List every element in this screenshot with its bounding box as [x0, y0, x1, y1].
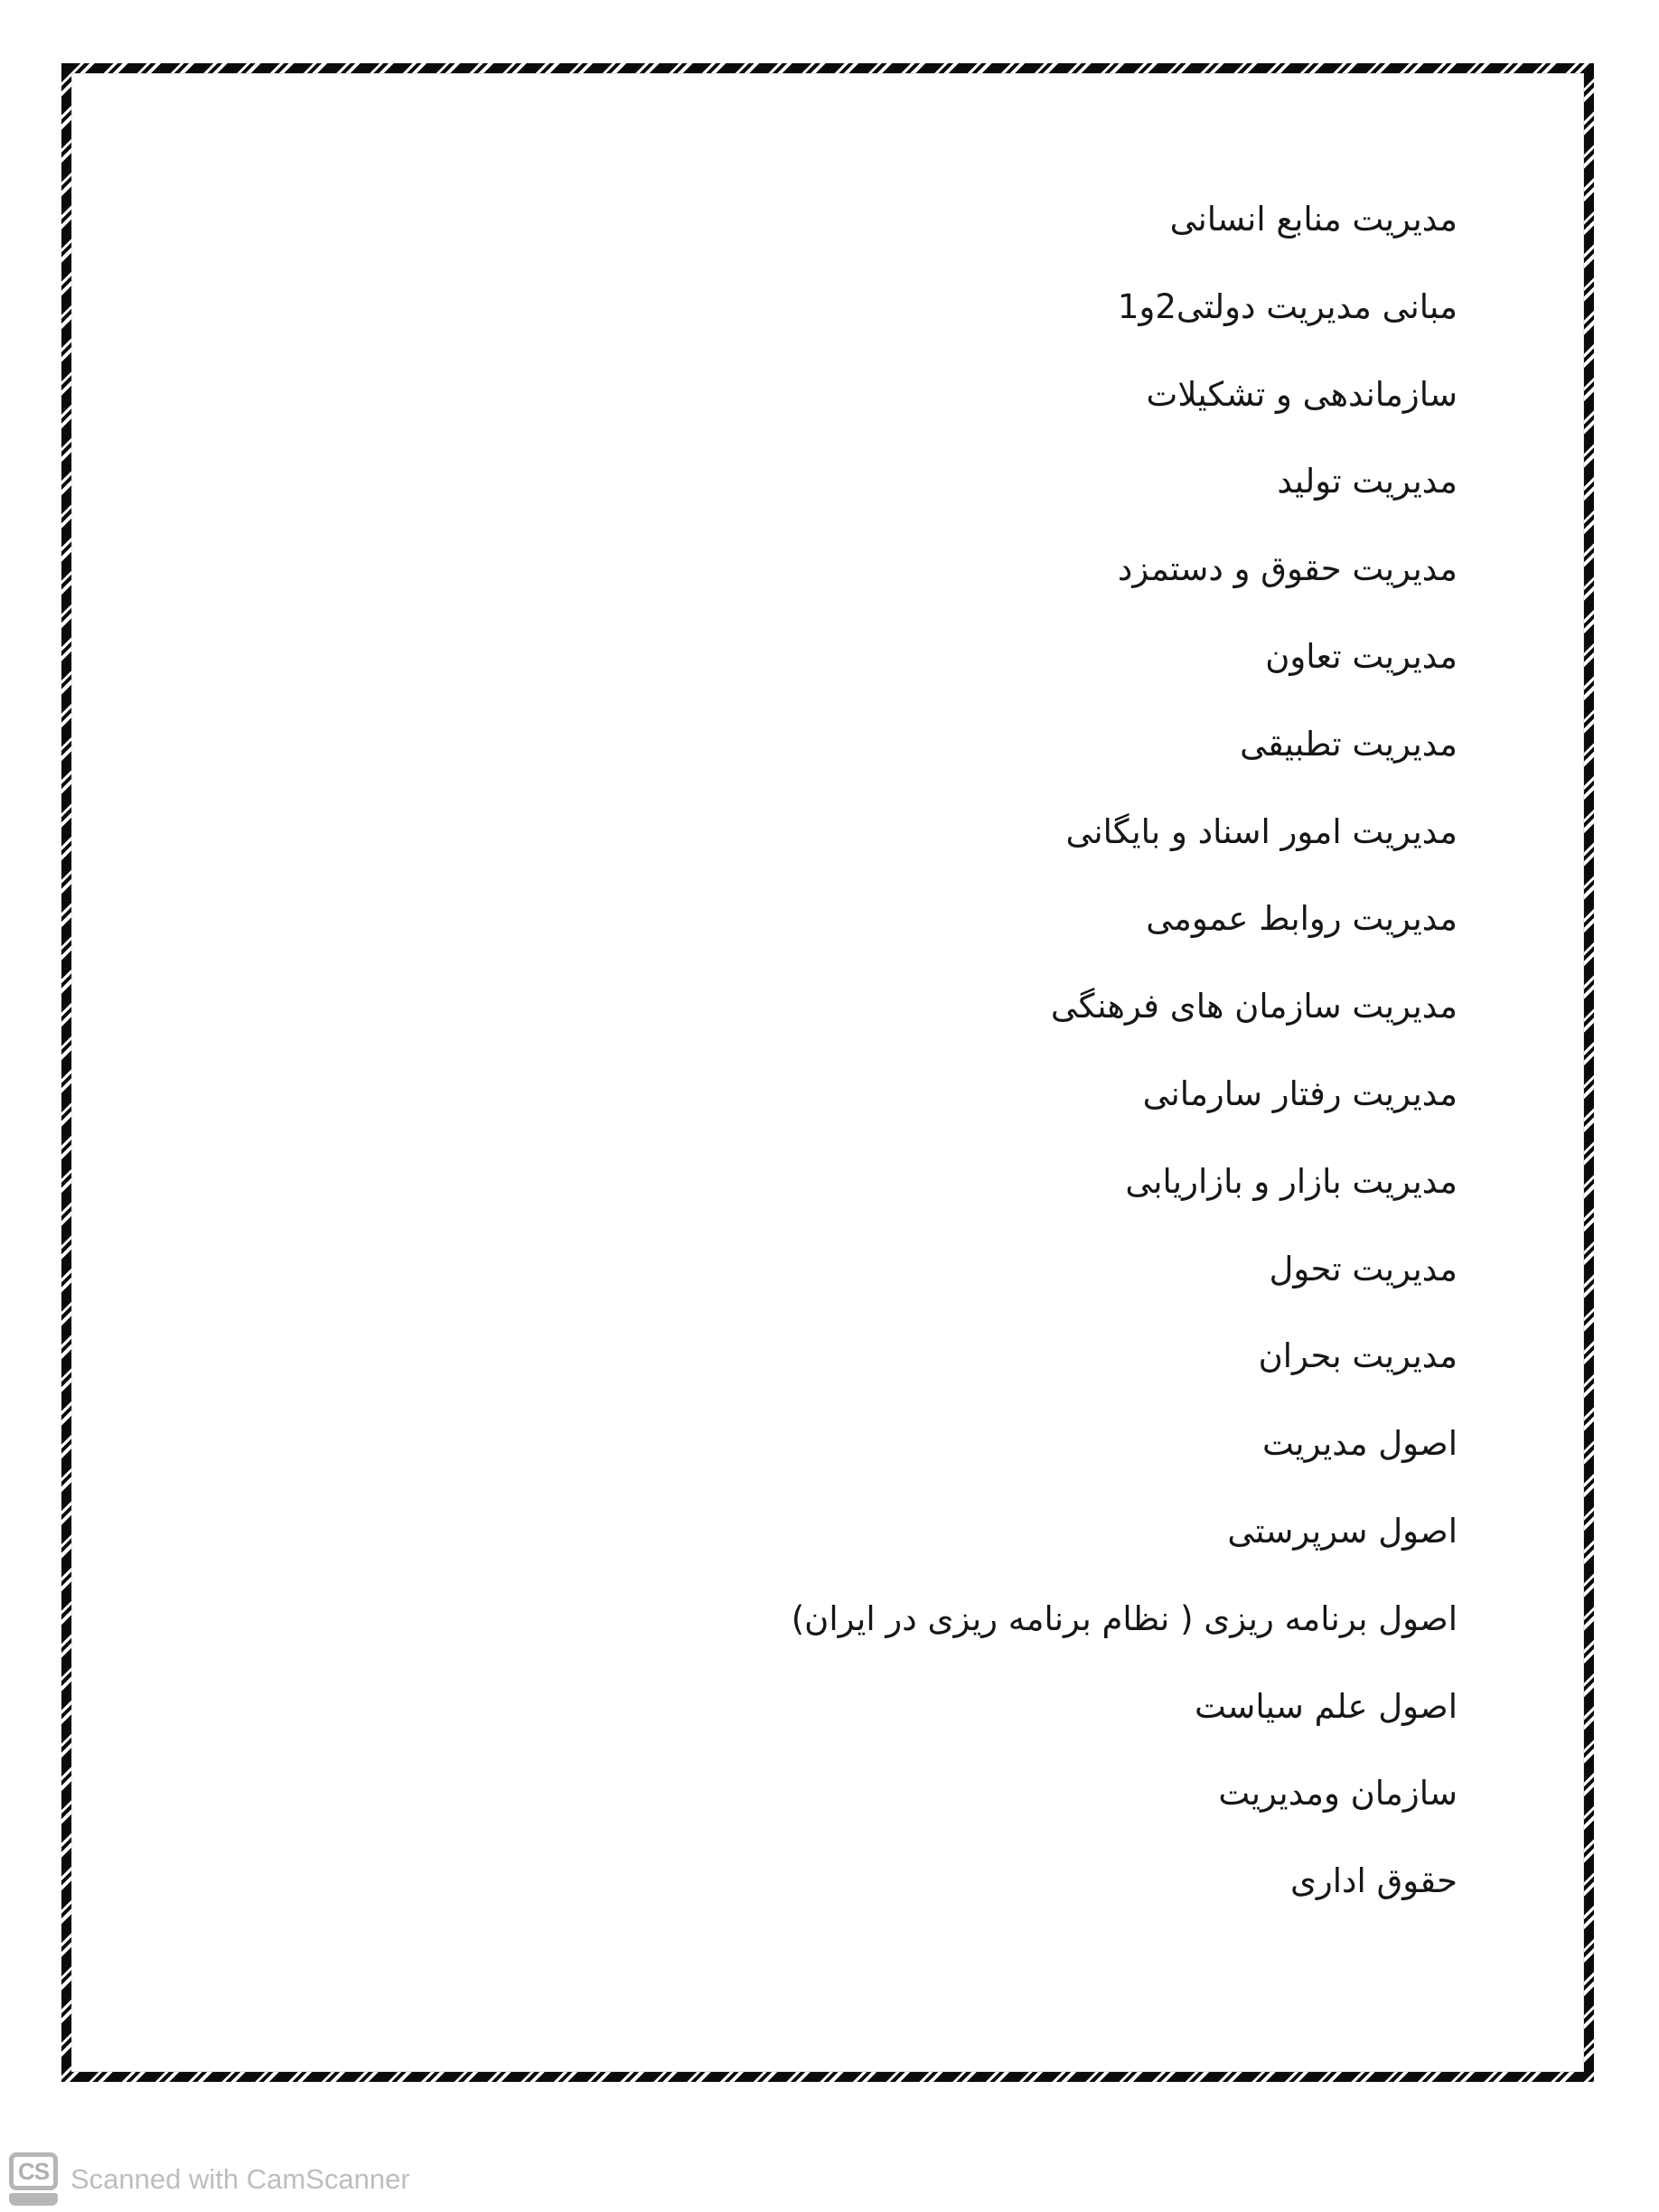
- doc-line: اصول علم سیاست: [1195, 1686, 1457, 1726]
- doc-line: مدیریت سازمان های فرهنگی: [1050, 987, 1457, 1026]
- doc-line: مدیریت بازار و بازاریابی: [1125, 1161, 1457, 1201]
- doc-line: مدیریت تحول: [1269, 1249, 1457, 1289]
- course-list: [117, 176, 1457, 1926]
- doc-line: مدیریت روابط عمومی: [1146, 899, 1457, 939]
- doc-line: اصول سرپرستی: [1227, 1511, 1457, 1551]
- doc-line: اصول برنامه ریزی ( نظام برنامه ریزی در ایران): [791, 1598, 1457, 1638]
- doc-line: مدیریت تولید: [1277, 462, 1457, 501]
- doc-line: مدیریت حقوق و دستمزد: [1117, 549, 1457, 589]
- doc-line: مدیریت تطبیقی: [1240, 724, 1457, 764]
- doc-line: اصول مدیریت: [1261, 1424, 1457, 1464]
- doc-line: سازمان ومدیریت: [1218, 1774, 1457, 1814]
- camscanner-icon-base: [9, 2193, 58, 2206]
- doc-line: مدیریت تعاون: [1265, 636, 1457, 676]
- doc-line: مدیریت منابع انسانی: [1169, 200, 1457, 239]
- doc-line: مدیریت بحران: [1258, 1336, 1457, 1376]
- doc-line: مبانی مدیریت دولتی2و1: [1117, 286, 1457, 326]
- doc-line: مدیریت امور اسناد و بایگانی: [1065, 811, 1457, 851]
- camscanner-icon-label: CS: [9, 2152, 58, 2190]
- doc-line: مدیریت رفتار سارمانی: [1142, 1073, 1457, 1113]
- camscanner-icon: [9, 2152, 58, 2206]
- camscanner-watermark: [9, 2152, 410, 2206]
- doc-line: حقوق اداری: [1289, 1861, 1457, 1901]
- doc-line: سازماندهی و تشکیلات: [1146, 374, 1457, 414]
- camscanner-watermark-text: Scanned with CamScanner: [70, 2162, 410, 2195]
